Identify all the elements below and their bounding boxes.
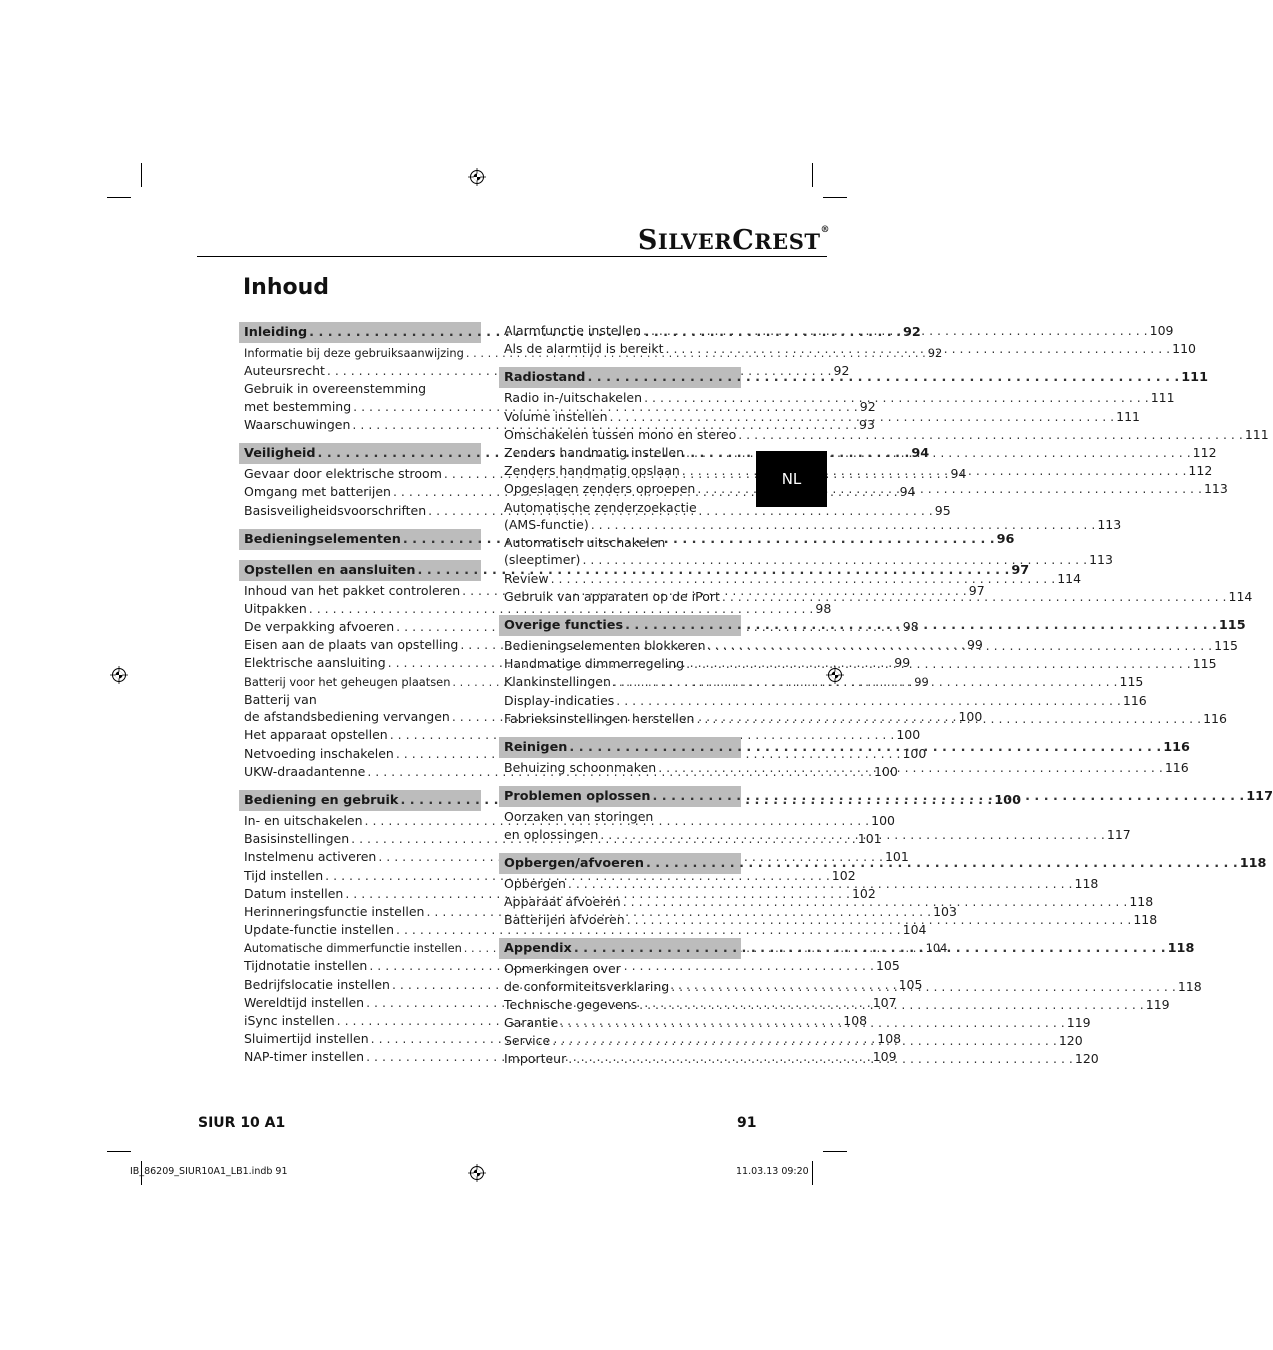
toc-entry-page: 92 (833, 363, 850, 379)
toc-entry-page: 105 (875, 958, 900, 974)
toc-entry-page: 93 (859, 416, 875, 432)
toc-entry-title: Fabrieksinstellingen herstellen (504, 710, 695, 726)
toc-entry-page: 110 (1172, 341, 1196, 357)
toc-leader (560, 1014, 1065, 1032)
toc-entry-title: Informatie bij deze gebruiksaanwijzing (244, 346, 464, 360)
slug-datetime: 11.03.13 09:20 (736, 1166, 809, 1177)
toc-section-title: Veiligheid (244, 446, 316, 462)
crop-mark (823, 1151, 847, 1152)
toc-leader (551, 570, 1056, 588)
toc-entry-title: Het apparaat opstellen (244, 727, 388, 743)
toc-section-title: Appendix (504, 941, 572, 957)
toc-entry-page: 115 (1119, 674, 1144, 690)
toc-entry-title: Batterijen afvoeren (504, 912, 625, 928)
toc-section-page: 115 (1218, 618, 1246, 634)
toc-entry-page: 119 (1066, 1015, 1091, 1031)
toc-leader (552, 1032, 1057, 1050)
toc-entry-title: Uitpakken (244, 600, 307, 616)
toc-entry-title: Volume instellen (504, 408, 608, 424)
toc-entry-page: 113 (1203, 481, 1228, 497)
section-gap (239, 520, 481, 529)
toc-entry-page: 100 (871, 812, 895, 828)
section-gap (499, 777, 741, 786)
toc-entry (239, 726, 921, 744)
toc-entry-title: Batterij voor het geheugen plaatsen (244, 674, 451, 689)
toc-entry-title: Bedrijfslocatie instellen (244, 976, 390, 992)
toc-entry-page: 98 (902, 619, 919, 635)
toc-section-page: 118 (1239, 855, 1267, 871)
toc-entry-page: 112 (1192, 444, 1217, 460)
toc-entry-title: (AMS-functie) (504, 516, 589, 532)
toc-entry (499, 426, 1269, 444)
crop-mark (107, 1151, 131, 1152)
toc-entry-title: Behuizing schoonmaken (504, 759, 657, 775)
toc-entry-title: Herinneringsfunctie instellen (244, 903, 425, 919)
toc-entry-page: 102 (831, 867, 856, 883)
footer-model: SIUR 10 A1 (198, 1115, 286, 1131)
toc-section-title: Bedieningselementen (244, 531, 401, 547)
toc-leader (623, 893, 1128, 911)
toc-entry-page: 113 (1097, 516, 1122, 532)
crop-mark (812, 163, 813, 187)
toc-entry-title: Update-functie instellen (244, 922, 394, 938)
toc-entry-title: Inhoud van het pakket controleren (244, 582, 461, 598)
toc-entry-line: Batterij van (244, 691, 317, 707)
toc-section-page: 96 (996, 531, 1015, 547)
toc-leader (644, 389, 1149, 407)
toc-entry-page: 99 (914, 674, 929, 689)
crop-mark (823, 197, 847, 198)
toc-entry (239, 921, 927, 939)
toc-entry-page: 99 (966, 637, 983, 653)
section-gap (499, 728, 741, 737)
header-rule (197, 256, 827, 257)
slug-file: IB_86209_SIUR10A1_LB1.indb 91 (130, 1166, 288, 1177)
toc-section-page: 100 (994, 792, 1021, 808)
toc-entry-title: Eisen aan de plaats van opstelling (244, 637, 459, 653)
toc-entry-page: 92 (927, 346, 943, 360)
toc-entry-title: Tijd instellen (244, 867, 324, 883)
toc-entry-page: 113 (1089, 552, 1113, 568)
toc-entry-title: (sleeptimer) (504, 552, 581, 568)
toc-entry (499, 551, 1113, 569)
toc-entry-page: 116 (1164, 759, 1189, 775)
toc-entry-page: 112 (1188, 463, 1213, 479)
toc-entry-title: Opbergen (504, 875, 566, 891)
toc-entry-title: Auteursrecht (244, 363, 325, 379)
toc-entry-title: Netvoeding inschakelen (244, 745, 394, 761)
toc-entry-title: Garantie (504, 1015, 559, 1031)
toc-entry-title: Omschakelen tussen mono en stereo (504, 426, 737, 442)
toc-entry-title: Instelmenu activeren (244, 849, 377, 865)
toc-entry-title: met bestemming (244, 398, 352, 414)
toc-entry-page: 111 (1244, 426, 1269, 442)
section-gap (499, 929, 741, 938)
crop-mark (812, 1161, 813, 1185)
toc-leader (616, 692, 1121, 710)
toc-entry-title: de afstandsbediening vervangen (244, 709, 450, 725)
toc-section-page: 97 (1011, 562, 1030, 578)
toc-section-page: 118 (1167, 941, 1195, 957)
toc-entry-title: Bedieningselementen blokkeren (504, 638, 706, 654)
toc-entry-title: Alarmfunctie instellen (504, 323, 641, 338)
toc-entry-page: 108 (843, 1013, 868, 1029)
toc-entry-title: Tijdnotatie instellen (244, 958, 368, 974)
toc-entry-title: Elektrische aansluiting (244, 655, 386, 671)
toc-entry-page: 117 (1106, 826, 1131, 842)
section-gap (499, 358, 741, 367)
toc-entry-page: 114 (1228, 588, 1253, 604)
section-gap (499, 606, 741, 615)
toc-entry-page: 92 (859, 398, 876, 414)
toc-entry-page: 111 (1116, 408, 1141, 424)
toc-leader (568, 1050, 1073, 1068)
toc-entry-page: 109 (872, 1049, 897, 1065)
section-gap (239, 434, 481, 443)
toc-section-title: Overige functies (504, 618, 624, 634)
registration-mark-icon (468, 1164, 486, 1182)
toc-entry-page: 119 (1145, 996, 1170, 1012)
page-title: Inhoud (243, 275, 330, 300)
toc-entry-page: 115 (1214, 638, 1238, 654)
toc-leader (600, 826, 1105, 844)
toc-entry-page: 104 (902, 922, 927, 938)
toc-entry-page: 100 (902, 745, 927, 761)
toc-entry-title: Gevaar door elektrische stroom (244, 466, 442, 482)
toc-entry-page: 95 (934, 502, 951, 518)
toc-entry-title: De verpakking afvoeren (244, 619, 395, 635)
toc-entry-title: iSync instellen (244, 1013, 335, 1029)
toc-entry-title: de conformiteitsverklaring (504, 978, 670, 994)
toc-entry-page: 100 (896, 727, 921, 743)
toc-entry-page: 94 (950, 466, 967, 482)
toc-entry-page: 103 (933, 903, 957, 919)
registration-mark-icon (110, 666, 128, 684)
section-gap (499, 844, 741, 853)
registration-mark-icon (468, 168, 486, 186)
toc-leader (582, 551, 1087, 569)
toc-entry-page: 111 (1150, 390, 1175, 406)
toc-entry-page: 116 (1122, 692, 1147, 708)
toc-entry-title: UKW-draadantenne (244, 763, 366, 779)
toc-entry-page: 99 (894, 655, 911, 671)
toc-leader (671, 978, 1176, 996)
toc-entry-page: 102 (851, 885, 876, 901)
toc-entry-title: Zenders handmatig opslaan (504, 463, 680, 479)
toc-entry-title: Opgeslagen zenders oproepen (504, 481, 696, 497)
toc-entry-page: 101 (884, 849, 909, 865)
toc-entry-page: 100 (958, 709, 983, 725)
toc-entry-page: 105 (898, 976, 923, 992)
toc-entry-title: Radio in-/uitschakelen (504, 390, 643, 406)
toc-entry-page: 118 (1129, 893, 1154, 909)
toc-section-title: Opbergen/afvoeren (504, 855, 644, 871)
toc-entry-title: Apparaat afvoeren (504, 893, 621, 909)
toc-entry-title: Sluimertijd instellen (244, 1031, 369, 1047)
toc-leader (610, 408, 1115, 426)
toc-leader (639, 996, 1144, 1014)
toc-entry-page: 118 (1133, 912, 1158, 928)
toc-entry-page: 108 (877, 1031, 902, 1047)
toc-entry-title: Service (504, 1033, 551, 1049)
toc-section-title: Problemen oplossen (504, 789, 651, 805)
toc-section-title: Opstellen en aansluiten (244, 562, 416, 578)
toc-entry-line: Automatisch uitschakelen (504, 535, 666, 551)
toc-section-title: Bediening en gebruik (244, 792, 399, 808)
toc-section-page: 117 (1246, 789, 1273, 805)
toc-leader (658, 759, 1163, 777)
toc-section-page: 94 (911, 446, 930, 462)
toc-entry (499, 692, 1147, 710)
toc-entry-page: 116 (1203, 710, 1227, 726)
toc-leader (686, 655, 1191, 673)
toc-entry-page: 120 (1058, 1033, 1083, 1049)
toc-entry-page: 118 (1177, 978, 1202, 994)
toc-entry-line: Opmerkingen over (504, 961, 621, 977)
section-gap (239, 551, 481, 560)
toc-entry-title: Gebruik van apparaten op de iPort (504, 588, 720, 604)
toc-leader (708, 637, 1213, 655)
toc-entry-page: 115 (1192, 656, 1217, 672)
footer-page-number: 91 (737, 1115, 757, 1131)
toc-entry-title: Handmatige dimmerregeling (504, 656, 685, 672)
toc-entry-page: 97 (968, 582, 985, 598)
brand-logo: SILVERCREST® (637, 225, 830, 256)
toc-entry-page: 120 (1074, 1051, 1099, 1067)
toc-leader (569, 737, 1161, 758)
toc-leader (587, 367, 1179, 388)
toc-entry-title: Automatische dimmerfunctie instellen (244, 941, 462, 956)
toc-entry-line: Gebruik in overeenstemming (244, 381, 427, 397)
toc-leader (652, 786, 1244, 807)
toc-entry-title: Waarschuwingen (244, 416, 351, 432)
toc-entry-page: 94 (899, 484, 916, 500)
language-tab: NL (756, 451, 827, 507)
toc-section-title: Reinigen (504, 739, 568, 755)
section-gap (239, 781, 481, 790)
toc-section-page: 111 (1181, 370, 1208, 386)
toc-entry-title: In- en uitschakelen (244, 812, 363, 828)
toc-leader (643, 322, 1148, 340)
toc-entry-page: 101 (857, 831, 882, 847)
toc-leader (738, 426, 1243, 444)
toc-entry-title: Importeur (504, 1051, 567, 1067)
toc-entry-page: 114 (1057, 570, 1082, 586)
toc-entry-page: 107 (872, 994, 897, 1010)
toc-section-page: 116 (1163, 739, 1190, 755)
toc-leader (666, 340, 1171, 358)
toc-leader (568, 875, 1073, 893)
toc-section-page: 92 (902, 325, 921, 340)
toc-entry-title: Datum instellen (244, 885, 344, 901)
toc-entry (239, 600, 832, 618)
toc-entry (499, 516, 1122, 534)
toc-entry-title: Omgang met batterijen (244, 484, 391, 500)
toc-leader (627, 911, 1132, 929)
toc-entry-page: 98 (815, 600, 832, 616)
toc-leader (613, 673, 1118, 691)
toc-entry-title: Basisinstellingen (244, 831, 350, 847)
toc-entry-title: Wereldtijd instellen (244, 994, 365, 1010)
toc-entry-title: Review (504, 570, 549, 586)
toc-entry-page: 104 (925, 941, 948, 956)
toc-entry-page: 100 (873, 763, 898, 779)
toc-entry-title: Als de alarmtijd is bereikt (504, 341, 664, 357)
toc-leader (646, 853, 1238, 874)
crop-mark (107, 197, 131, 198)
toc-entry-line: Oorzaken van storingen (504, 809, 654, 825)
toc-section-title: Inleiding (244, 325, 308, 340)
crop-mark (141, 163, 142, 187)
toc-entry-title: NAP-timer instellen (244, 1049, 365, 1065)
toc-section-title: Radiostand (504, 370, 586, 386)
toc-entry-title: Display-indicaties (504, 692, 615, 708)
toc-entry-line: Automatische zenderzoekactie (504, 499, 697, 515)
toc-entry-title: Zenders handmatig instellen (504, 444, 685, 460)
toc-leader (722, 588, 1227, 606)
toc-entry-title: Technische gegevens (504, 996, 638, 1012)
toc-entry-page: 109 (1149, 323, 1174, 338)
toc-leader (591, 516, 1096, 534)
toc-leader (696, 710, 1201, 728)
toc-entry-title: Klankinstellingen (504, 674, 611, 690)
toc-entry-title: en oplossingen (504, 826, 599, 842)
toc-entry-page: 118 (1074, 875, 1099, 891)
toc-leader (574, 938, 1166, 959)
toc-entry-title: Basisveiligheidsvoorschriften (244, 502, 427, 518)
toc-leader (625, 615, 1217, 636)
